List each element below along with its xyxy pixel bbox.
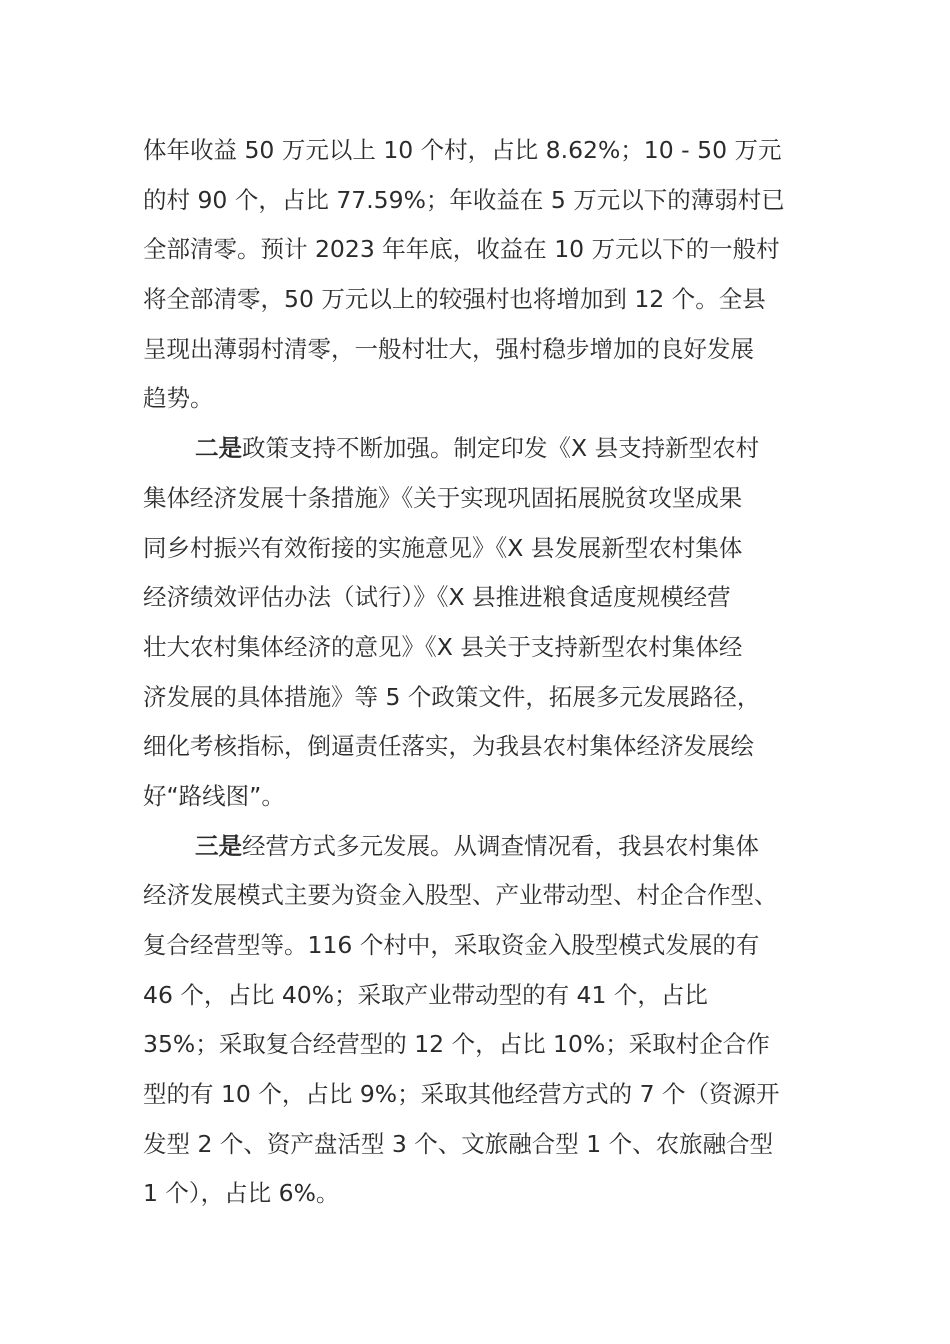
text-line: 1 个），占比 6%。 (143, 1179, 340, 1208)
text-line-body: 政策支持不断加强。制定印发《X 县支持新型农村 (242, 434, 760, 463)
text-line: 细化考核指标，倒逼责任落实，为我县农村集体经济发展绘 (143, 732, 754, 761)
text-line: 同乡村振兴有效衔接的实施意见》《X 县发展新型农村集体 (143, 533, 743, 562)
text-line: 将全部清零，50 万元以上的较强村也将增加到 12 个。全县 (143, 285, 766, 314)
text-line-body: 经营方式多元发展。从调查情况看，我县农村集体 (242, 831, 759, 860)
text-line: 发型 2 个、资产盘活型 3 个、文旅融合型 1 个、农旅融合型 (143, 1129, 774, 1158)
text-line: 体年收益 50 万元以上 10 个村，占比 8.62%；10 - 50 万元 (143, 136, 782, 164)
paragraph-policy-support (143, 424, 811, 822)
text-line-first (143, 424, 811, 474)
text-line: 济发展的具体措施》等 5 个政策文件，拓展多元发展路径， (143, 682, 761, 711)
text-line: 集体经济发展十条措施》《关于实现巩固拓展脱贫攻坚成果 (143, 483, 743, 512)
text-line: 好“路线图”。 (143, 781, 285, 810)
document-body (143, 126, 811, 1219)
text-line: 呈现出薄弱村清零，一般村壮大，强村稳步增加的良好发展 (143, 334, 754, 363)
paragraph-lead: 二是 (195, 434, 242, 463)
text-line: 型的有 10 个，占比 9%；采取其他经营方式的 7 个（资源开 (143, 1080, 780, 1109)
text-line: 35%；采取复合经营型的 12 个，占比 10%；采取村企合作 (143, 1030, 770, 1059)
text-line: 复合经营型等。116 个村中，采取资金入股型模式发展的有 (143, 931, 760, 959)
text-line: 46 个，占比 40%；采取产业带动型的有 41 个，占比 (143, 980, 708, 1009)
text-line-first (143, 822, 811, 872)
paragraph-income-summary (143, 126, 811, 424)
text-line: 全部清零。预计 2023 年年底，收益在 10 万元以下的一般村 (143, 235, 780, 264)
text-line: 的村 90 个，占比 77.59%；年收益在 5 万元以下的薄弱村已 (143, 185, 785, 214)
paragraph-operating-modes (143, 822, 811, 1220)
paragraph-lead: 三是 (195, 831, 242, 860)
text-line: 经济发展模式主要为资金入股型、产业带动型、村企合作型、 (143, 881, 778, 910)
text-line: 壮大农村集体经济的意见》《X 县关于支持新型农村集体经 (143, 632, 743, 661)
text-line: 经济绩效评估办法（试行）》《X 县推进粮食适度规模经营 (143, 583, 731, 612)
text-line: 趋势。 (143, 384, 214, 413)
